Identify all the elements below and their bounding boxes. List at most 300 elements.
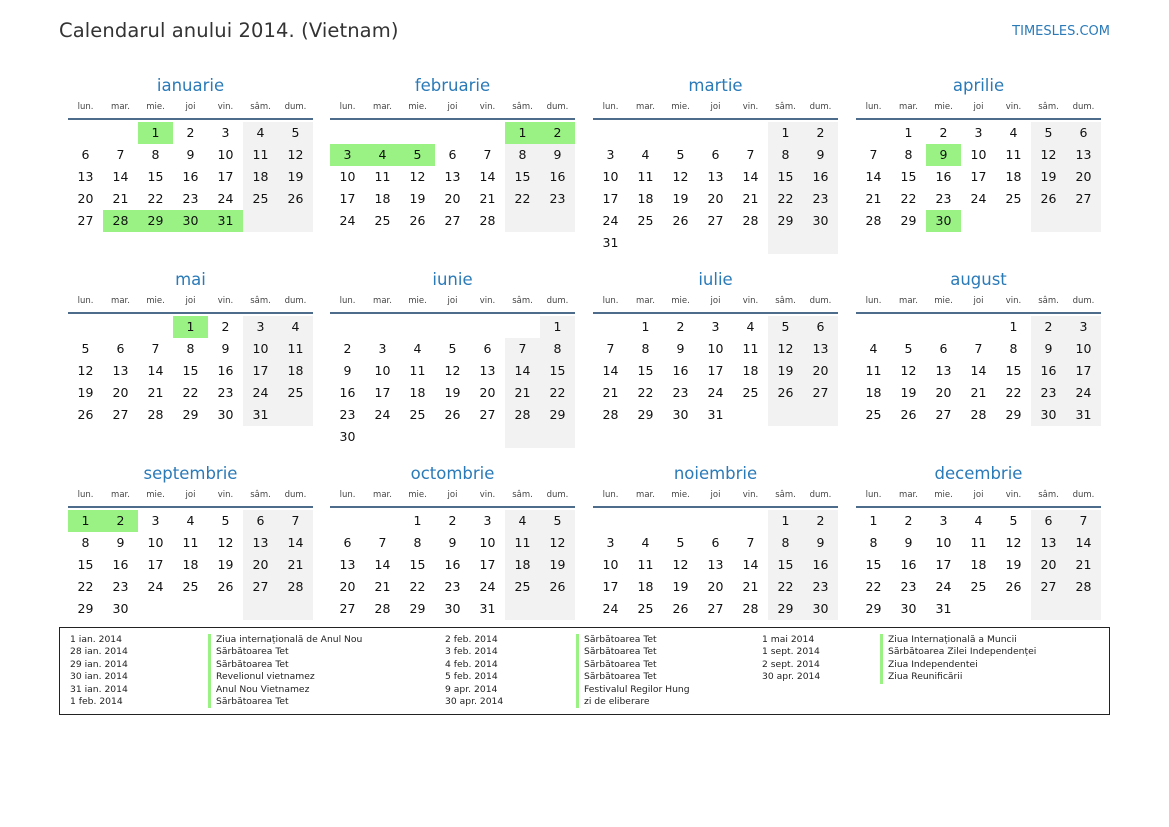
day-cell: 17 (707, 363, 724, 378)
day-cell: 27 (77, 213, 94, 228)
day-cell: 4 (641, 535, 650, 550)
month-decembrie (856, 460, 1101, 620)
day-cell: 5 (1009, 513, 1018, 528)
weekday-label: dum. (284, 296, 307, 306)
empty-cell (663, 510, 698, 532)
weekday-header (68, 294, 313, 314)
weekday-label: vin. (217, 490, 234, 500)
day-cell: 20 (1066, 166, 1101, 188)
day-cell: 27 (479, 407, 496, 422)
day-cell: 8 (505, 144, 540, 166)
day-cell: 5 (676, 535, 685, 550)
weekday-label: joi (973, 490, 984, 500)
day-cell: 4 (974, 513, 983, 528)
day-cell: 29 (768, 210, 803, 232)
day-cell: 27 (112, 407, 129, 422)
day-cell: 9 (116, 535, 125, 550)
day-cell: 29 (540, 404, 575, 426)
legend-holiday-name: Festivalul Regilor Hung (576, 684, 690, 696)
day-cell: 29 (409, 601, 426, 616)
day-cell: 19 (900, 385, 917, 400)
legend-date: 28 ian. 2014 (70, 646, 128, 658)
day-cell: 28 (479, 213, 496, 228)
empty-cell (505, 316, 540, 338)
empty-cell (173, 598, 208, 620)
day-cell: 21 (970, 385, 987, 400)
day-cell: 29 (768, 598, 803, 620)
day-cell: 10 (602, 169, 619, 184)
day-cell: 5 (81, 341, 90, 356)
day-cell: 14 (1066, 532, 1101, 554)
day-cell: 21 (278, 554, 313, 576)
day-cell: 14 (742, 169, 759, 184)
empty-cell (733, 122, 768, 144)
day-cell: 14 (278, 532, 313, 554)
day-cell: 14 (479, 169, 496, 184)
empty-cell (470, 122, 505, 144)
day-cell: 27 (243, 576, 278, 598)
day-cell: 1 (768, 510, 803, 532)
empty-cell (996, 598, 1031, 620)
day-grid (856, 122, 1101, 232)
empty-cell (1031, 598, 1066, 620)
day-cell: 31 (602, 235, 619, 250)
day-cell: 1 (540, 316, 575, 338)
day-cell: 30 (444, 601, 461, 616)
weekday-label: vin. (1005, 296, 1022, 306)
day-cell: 22 (409, 579, 426, 594)
legend-date: 4 feb. 2014 (445, 658, 498, 670)
weekday-label: vin. (1005, 102, 1022, 112)
day-cell: 30 (900, 601, 917, 616)
day-cell: 30 (217, 407, 234, 422)
empty-cell (138, 316, 173, 338)
weekday-label: vin. (479, 490, 496, 500)
day-grid (68, 122, 313, 232)
day-cell: 19 (77, 385, 94, 400)
day-cell: 25 (374, 213, 391, 228)
day-cell: 20 (1031, 554, 1066, 576)
day-cell: 8 (641, 341, 650, 356)
day-cell: 4 (746, 319, 755, 334)
day-cell: 21 (1066, 554, 1101, 576)
day-grid (593, 316, 838, 426)
site-link[interactable]: TIMESLES.COM (1012, 24, 1110, 39)
day-cell: 17 (374, 385, 391, 400)
weekday-header (330, 100, 575, 120)
day-cell: 27 (935, 407, 952, 422)
day-cell: 6 (939, 341, 948, 356)
day-cell: 26 (409, 213, 426, 228)
day-cell: 4 (869, 341, 878, 356)
empty-cell (278, 210, 313, 232)
day-cell: 24 (935, 579, 952, 594)
day-cell: 16 (1031, 360, 1066, 382)
day-cell: 14 (970, 363, 987, 378)
weekday-label: dum. (546, 296, 569, 306)
weekday-label: dum. (1072, 296, 1095, 306)
weekday-header (330, 294, 575, 314)
day-grid (68, 316, 313, 426)
day-cell: 10 (707, 341, 724, 356)
legend-date: 30 apr. 2014 (762, 671, 821, 683)
day-cell: 26 (900, 407, 917, 422)
day-cell: 1 (413, 513, 422, 528)
month-septembrie (68, 460, 313, 620)
day-cell: 23 (339, 407, 356, 422)
day-cell: 11 (409, 363, 426, 378)
day-cell: 8 (81, 535, 90, 550)
day-cell: 3 (939, 513, 948, 528)
weekday-label: sâm. (512, 296, 533, 306)
month-name: martie (688, 76, 743, 95)
day-cell: 20 (479, 385, 496, 400)
legend-holiday-name: Ziua Reunificării (880, 671, 962, 683)
day-cell: 15 (409, 557, 426, 572)
day-cell: 21 (147, 385, 164, 400)
day-cell: 26 (1031, 188, 1066, 210)
legend-holiday-name: Sărbătoarea Tet (208, 646, 289, 658)
empty-cell (103, 122, 138, 144)
day-cell: 13 (707, 169, 724, 184)
empty-cell (768, 232, 803, 254)
day-cell: 15 (865, 557, 882, 572)
weekday-label: lun. (602, 296, 619, 306)
day-cell: 29 (900, 213, 917, 228)
month-mai (68, 266, 313, 426)
day-cell: 4 (186, 513, 195, 528)
day-cell: 31 (1066, 404, 1101, 426)
day-cell: 4 (413, 341, 422, 356)
day-cell: 17 (1066, 360, 1101, 382)
day-cell: 11 (182, 535, 199, 550)
weekday-label: sâm. (512, 102, 533, 112)
day-cell: 16 (540, 166, 575, 188)
weekday-label: vin. (479, 102, 496, 112)
day-cell: 3 (221, 125, 230, 140)
day-cell: 9 (540, 144, 575, 166)
empty-cell (505, 426, 540, 448)
day-cell: 11 (1005, 147, 1022, 162)
weekday-header (856, 100, 1101, 120)
holiday-day-cell: 1 (173, 316, 208, 338)
day-cell: 19 (1005, 557, 1022, 572)
day-cell: 14 (865, 169, 882, 184)
day-cell: 6 (243, 510, 278, 532)
empty-cell (243, 598, 278, 620)
day-cell: 24 (479, 579, 496, 594)
empty-cell (103, 316, 138, 338)
day-cell: 10 (339, 169, 356, 184)
holiday-day-cell: 30 (926, 210, 961, 232)
day-cell: 14 (505, 360, 540, 382)
day-cell: 15 (77, 557, 94, 572)
day-cell: 13 (444, 169, 461, 184)
day-cell: 25 (865, 407, 882, 422)
day-cell: 12 (768, 338, 803, 360)
legend-holiday-name: Sărbătoarea Tet (576, 659, 657, 671)
month-name: septembrie (143, 464, 238, 483)
day-cell: 8 (1009, 341, 1018, 356)
month-octombrie (330, 460, 575, 620)
day-cell: 22 (147, 191, 164, 206)
empty-cell (803, 232, 838, 254)
empty-cell (68, 122, 103, 144)
day-cell: 20 (339, 579, 356, 594)
weekday-label: dum. (809, 102, 832, 112)
day-cell: 30 (112, 601, 129, 616)
legend-holiday-name: Revelionul vietnamez (208, 671, 315, 683)
day-cell: 15 (768, 554, 803, 576)
day-cell: 4 (505, 510, 540, 532)
empty-cell (698, 510, 733, 532)
legend-date: 1 feb. 2014 (70, 696, 123, 707)
weekday-header (593, 488, 838, 508)
weekday-label: mie. (671, 296, 690, 306)
weekday-label: mie. (408, 102, 427, 112)
weekday-label: lun. (77, 490, 94, 500)
day-cell: 6 (711, 535, 720, 550)
day-cell: 3 (606, 147, 615, 162)
day-cell: 10 (1066, 338, 1101, 360)
day-cell: 17 (339, 191, 356, 206)
day-cell: 16 (112, 557, 129, 572)
day-cell: 25 (637, 213, 654, 228)
day-cell: 6 (1066, 122, 1101, 144)
legend-date: 31 ian. 2014 (70, 683, 128, 695)
day-cell: 6 (448, 147, 457, 162)
day-cell: 22 (768, 576, 803, 598)
day-cell: 19 (672, 579, 689, 594)
weekday-label: sâm. (775, 102, 796, 112)
day-cell: 27 (1066, 188, 1101, 210)
weekday-label: lun. (339, 490, 356, 500)
day-cell: 1 (869, 513, 878, 528)
empty-cell (733, 404, 768, 426)
day-cell: 19 (444, 385, 461, 400)
day-cell: 13 (112, 363, 129, 378)
weekday-label: dum. (1072, 102, 1095, 112)
holiday-day-cell: 29 (138, 210, 173, 232)
day-cell: 22 (505, 188, 540, 210)
weekday-label: joi (447, 102, 458, 112)
day-cell: 17 (147, 557, 164, 572)
day-cell: 1 (1009, 319, 1018, 334)
empty-cell (1066, 210, 1101, 232)
weekday-label: mie. (146, 296, 165, 306)
day-cell: 11 (742, 341, 759, 356)
day-cell: 5 (676, 147, 685, 162)
weekday-label: mar. (636, 102, 655, 112)
day-cell: 14 (742, 557, 759, 572)
weekday-label: sâm. (512, 490, 533, 500)
weekday-label: joi (710, 102, 721, 112)
day-cell: 20 (707, 191, 724, 206)
empty-cell (1066, 598, 1101, 620)
day-cell: 14 (147, 363, 164, 378)
empty-cell (891, 316, 926, 338)
day-cell: 2 (904, 513, 913, 528)
day-cell: 25 (182, 579, 199, 594)
day-cell: 12 (1031, 144, 1066, 166)
day-cell: 7 (278, 510, 313, 532)
day-cell: 3 (711, 319, 720, 334)
day-cell: 9 (221, 341, 230, 356)
day-cell: 3 (483, 513, 492, 528)
month-name: ianuarie (156, 76, 225, 95)
day-cell: 4 (641, 147, 650, 162)
day-cell: 26 (77, 407, 94, 422)
day-cell: 6 (343, 535, 352, 550)
day-cell: 8 (540, 338, 575, 360)
weekday-label: joi (973, 296, 984, 306)
day-cell: 7 (974, 341, 983, 356)
day-cell: 9 (803, 532, 838, 554)
day-cell: 9 (1031, 338, 1066, 360)
day-cell: 23 (803, 576, 838, 598)
day-cell: 31 (243, 404, 278, 426)
weekday-label: dum. (546, 102, 569, 112)
day-cell: 1 (768, 122, 803, 144)
day-cell: 13 (1031, 532, 1066, 554)
month-ianuarie (68, 72, 313, 232)
day-cell: 13 (339, 557, 356, 572)
day-cell: 21 (742, 191, 759, 206)
weekday-label: mar. (111, 490, 130, 500)
day-cell: 18 (182, 557, 199, 572)
day-cell: 23 (672, 385, 689, 400)
day-cell: 12 (77, 363, 94, 378)
day-cell: 21 (479, 191, 496, 206)
day-cell: 15 (505, 166, 540, 188)
day-cell: 19 (217, 557, 234, 572)
day-cell: 5 (768, 316, 803, 338)
empty-cell (768, 404, 803, 426)
day-cell: 2 (448, 513, 457, 528)
day-cell: 26 (672, 213, 689, 228)
month-martie (593, 72, 838, 254)
day-cell: 27 (444, 213, 461, 228)
holiday-day-cell: 4 (365, 144, 400, 166)
day-cell: 28 (278, 576, 313, 598)
day-cell: 22 (77, 579, 94, 594)
weekday-label: lun. (339, 296, 356, 306)
month-name: august (950, 270, 1007, 289)
day-cell: 9 (904, 535, 913, 550)
weekday-label: lun. (602, 102, 619, 112)
day-cell: 18 (505, 554, 540, 576)
weekday-header (856, 294, 1101, 314)
empty-cell (856, 122, 891, 144)
day-grid (68, 510, 313, 620)
day-cell: 18 (243, 166, 278, 188)
day-cell: 25 (409, 407, 426, 422)
day-cell: 2 (676, 319, 685, 334)
day-cell: 6 (483, 341, 492, 356)
day-cell: 27 (339, 601, 356, 616)
empty-cell (330, 510, 365, 532)
day-cell: 13 (707, 557, 724, 572)
weekday-label: mar. (373, 102, 392, 112)
weekday-label: mar. (899, 102, 918, 112)
legend-holiday-name: Sărbătoarea Tet (208, 659, 289, 671)
day-cell: 2 (939, 125, 948, 140)
legend-holiday-name: Sărbătoarea Zilei Independenței (880, 646, 1036, 658)
day-cell: 24 (1066, 382, 1101, 404)
day-cell: 20 (77, 191, 94, 206)
day-cell: 10 (243, 338, 278, 360)
day-grid (330, 316, 575, 448)
day-cell: 9 (448, 535, 457, 550)
day-cell: 4 (1009, 125, 1018, 140)
day-cell: 13 (1066, 144, 1101, 166)
empty-cell (400, 316, 435, 338)
weekday-label: dum. (546, 490, 569, 500)
weekday-label: mie. (671, 102, 690, 112)
empty-cell (961, 316, 996, 338)
weekday-label: dum. (809, 296, 832, 306)
weekday-label: lun. (865, 102, 882, 112)
day-cell: 28 (742, 213, 759, 228)
day-cell: 3 (1066, 316, 1101, 338)
empty-cell (400, 122, 435, 144)
legend-date: 30 ian. 2014 (70, 671, 128, 683)
day-cell: 7 (606, 341, 615, 356)
day-cell: 16 (339, 385, 356, 400)
month-iunie (330, 266, 575, 448)
empty-cell (435, 426, 470, 448)
empty-cell (208, 598, 243, 620)
day-cell: 5 (448, 341, 457, 356)
day-cell: 7 (1066, 510, 1101, 532)
day-cell: 8 (151, 147, 160, 162)
day-cell: 28 (505, 404, 540, 426)
month-name: aprilie (952, 76, 1005, 95)
day-cell: 5 (904, 341, 913, 356)
day-cell: 23 (803, 188, 838, 210)
day-cell: 28 (865, 213, 882, 228)
day-cell: 7 (116, 147, 125, 162)
day-cell: 4 (243, 122, 278, 144)
day-cell: 20 (707, 579, 724, 594)
legend-holiday-name: Sărbătoarea Tet (576, 671, 657, 683)
day-cell: 19 (768, 360, 803, 382)
day-cell: 3 (378, 341, 387, 356)
day-cell: 19 (540, 554, 575, 576)
empty-cell (330, 122, 365, 144)
weekday-label: sâm. (250, 490, 271, 500)
day-cell: 5 (1031, 122, 1066, 144)
weekday-label: mar. (111, 296, 130, 306)
legend-holiday-name: Sărbătoarea Tet (576, 634, 657, 646)
day-cell: 16 (182, 169, 199, 184)
day-cell: 17 (479, 557, 496, 572)
day-cell: 25 (278, 382, 313, 404)
day-cell: 21 (374, 579, 391, 594)
weekday-label: mar. (899, 490, 918, 500)
day-cell: 17 (935, 557, 952, 572)
weekday-label: joi (185, 490, 196, 500)
day-cell: 18 (742, 363, 759, 378)
day-cell: 11 (374, 169, 391, 184)
holiday-day-cell: 5 (400, 144, 435, 166)
day-cell: 18 (278, 360, 313, 382)
day-cell: 18 (637, 579, 654, 594)
day-cell: 10 (479, 535, 496, 550)
day-cell: 28 (742, 601, 759, 616)
empty-cell (330, 316, 365, 338)
day-cell: 30 (339, 429, 356, 444)
